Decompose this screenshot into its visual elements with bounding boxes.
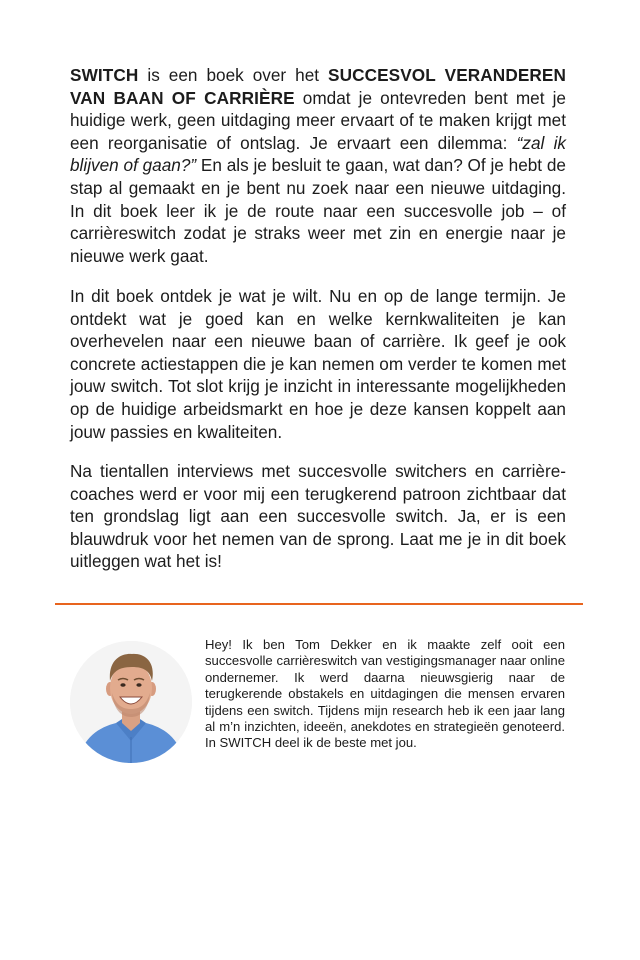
intro-text-2: omdat je ontevreden bent met je huidige werk, geen uitdaging meer ervaart of te maken krijgt met een reorganisatie of ontslag. Je ervaart een dilemma:: [70, 87, 566, 153]
author-bio: Hey! Ik ben Tom Dekker en ik maakte zelf ooit een succesvolle carrièreswitch van vestigingsmanager naar online ondernemer. Ik werd daarna nieuwsgierig naar de terugkerende obstakels en uitdagingen die mensen ervaren tijdens een switch. Tijdens mijn research heb ik een jaar lang al m’n inzichten, ideeën, anekdotes en strategieën genoteerd. In SWITCH deel ik de beste met jou.: [205, 637, 565, 751]
author-photo: [70, 641, 192, 763]
dilemma-quote: “zal ik blijven of gaan?”: [70, 132, 566, 176]
emphasis-text: SUCCESVOL VERANDEREN VAN BAAN OF CARRIÈRE: [70, 65, 566, 108]
intro-paragraph-1: [70, 64, 566, 267]
intro-text-1: is een boek over het: [138, 65, 329, 85]
brand-name: SWITCH: [70, 65, 139, 85]
section-divider: [55, 603, 583, 605]
intro-paragraph-2: In dit boek ontdek je wat je wilt. Nu en op de lange termijn. Je ontdekt wat je goed kan en welke kernkwaliteiten je kan overhevelen naar een nieuwe baan of carrière. Ik geef je ook concrete actiestappen die je kan nemen om verder te komen met jouw switch. Tot slot krijg je inzicht in interessante mogelijkheden op de huidige arbeidsmarkt en hoe je deze kansen koppelt aan jouw passies en kwaliteiten.: [70, 286, 566, 442]
intro-text-3: En als je besluit te gaan, wat dan? Of je hebt de stap al gemaakt en je bent nu zoek naar een nieuwe uitdaging. In dit boek leer ik je de route naar een succesvolle job – of carrièreswitch zodat je straks weer met zin en energie naar je nieuwe werk gaat.: [70, 155, 566, 266]
author-portrait-icon: [70, 641, 192, 763]
intro-paragraph-3: Na tientallen interviews met succesvolle switchers en carrière-coaches werd er voor mij een terugkerend patroon zichtbaar dat ten grondslag ligt aan een succesvolle switch. Ja, er is een blauwdruk voor het nemen van de sprong. Laat me je in dit boek uitleggen wat het is!: [70, 461, 566, 572]
